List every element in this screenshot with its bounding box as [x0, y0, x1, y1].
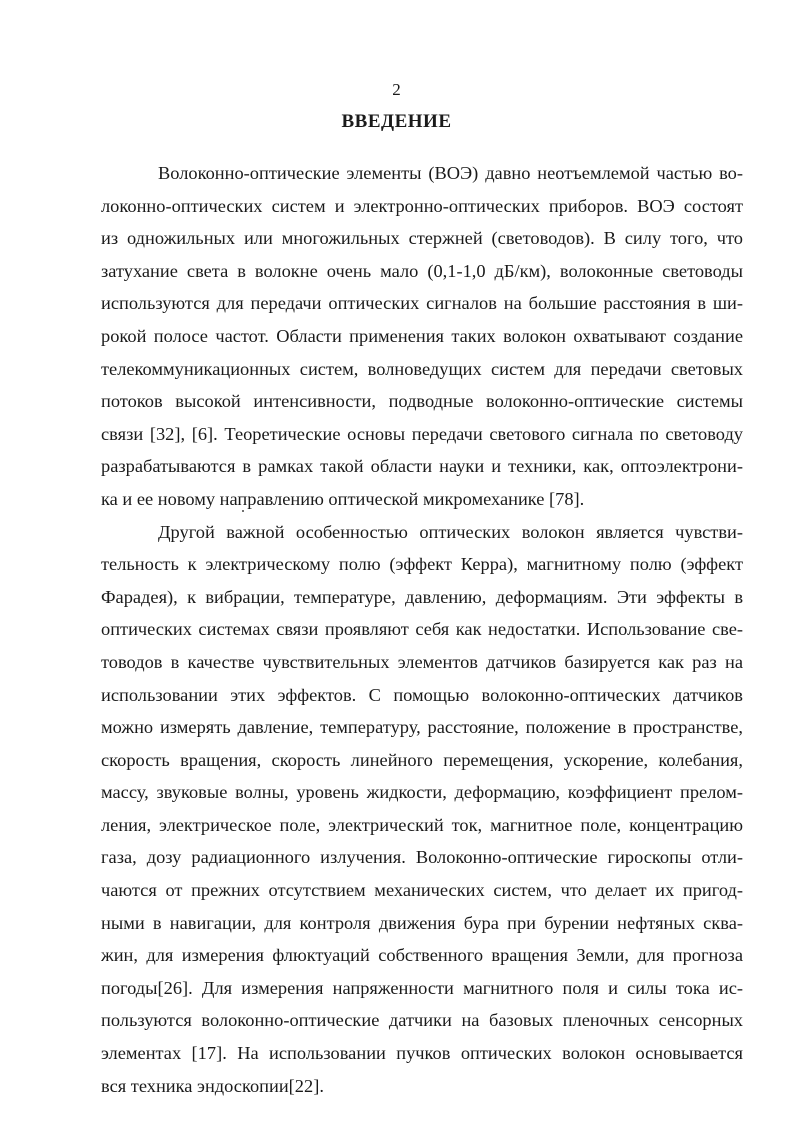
- text-line: Волоконно-оптические элементы (ВОЭ) давно неотъемлемой частью во-: [158, 163, 743, 183]
- text-line: использовании этих эффектов. С помощью волоконно-оптических датчиков: [101, 684, 743, 705]
- text-line: жин, для измерения флюктуаций собственного вращения Земли, для прогноза: [101, 945, 743, 966]
- text-line: связи [32], [6]. Теоретические основы передачи светового сигнала по световоду: [101, 423, 743, 444]
- paragraph-1: [101, 157, 743, 516]
- scan-speck: [242, 510, 244, 512]
- text-line: погоды[26]. Для измерения напряженности магнитного поля и силы тока ис-: [101, 977, 743, 998]
- text-line: массу, звуковые волны, уровень жидкости, деформацию, коэффициент прелом-: [101, 782, 743, 803]
- text-line: ления, электрическое поле, электрический ток, магнитное поле, концентрацию: [101, 814, 743, 835]
- text-line: ка и ее новому направлению оптической микромеханике [78].: [101, 488, 585, 509]
- text-line: газа, дозу радиационного излучения. Волоконно-оптические гироскопы отли-: [101, 847, 743, 868]
- section-title: ВВЕДЕНИЕ: [341, 111, 452, 132]
- text-line: товодов в качестве чувствительных элементов датчиков базируется как раз на: [101, 651, 743, 672]
- page-number: 2: [392, 80, 401, 99]
- body-text: [101, 157, 743, 1102]
- text-line: потоков высокой интенсивности, подводные волоконно-оптические системы: [101, 391, 743, 412]
- text-line: пользуются волоконно-оптические датчики на базовых пленочных сенсорных: [101, 1010, 743, 1031]
- text-line: затухание света в волокне очень мало (0,1-1,0 дБ/км), волоконные световоды: [101, 260, 743, 281]
- text-line: скорость вращения, скорость линейного перемещения, ускорение, колебания,: [101, 749, 743, 770]
- text-line: Другой важной особенностью оптических волокон является чувстви-: [158, 521, 743, 542]
- text-line: локонно-оптических систем и электронно-оптических приборов. ВОЭ состоят: [101, 195, 743, 216]
- text-line: Фарадея), к вибрации, температуре, давлению, деформациям. Эти эффекты в: [101, 586, 743, 607]
- text-line: оптических системах связи проявляют себя как недостатки. Использование све-: [101, 619, 743, 640]
- text-line: можно измерять давление, температуру, расстояние, положение в пространстве,: [101, 717, 743, 738]
- text-line: из одножильных или многожильных стержней (световодов). В силу того, что: [101, 228, 743, 249]
- text-line: телекоммуникационных систем, волноведущих систем для передачи световых: [101, 358, 743, 379]
- text-line: тельность к электрическому полю (эффект Керра), магнитному полю (эффект: [101, 554, 743, 575]
- paragraph-2: [101, 516, 743, 1103]
- text-line: ными в навигации, для контроля движения бура при бурении нефтяных сква-: [101, 912, 743, 933]
- text-line: элементах [17]. На использовании пучков оптических волокон основывается: [101, 1043, 743, 1064]
- text-line: рокой полосе частот. Области применения таких волокон охватывают создание: [101, 325, 743, 346]
- text-line: разрабатываются в рамках такой области науки и техники, как, оптоэлектрони-: [101, 456, 743, 477]
- text-line: используются для передачи оптических сигналов на большие расстояния в ши-: [101, 293, 743, 314]
- text-line: чаются от прежних отсутствием механических систем, что делает их пригод-: [101, 880, 743, 901]
- text-line: вся техника эндоскопии[22].: [101, 1075, 324, 1096]
